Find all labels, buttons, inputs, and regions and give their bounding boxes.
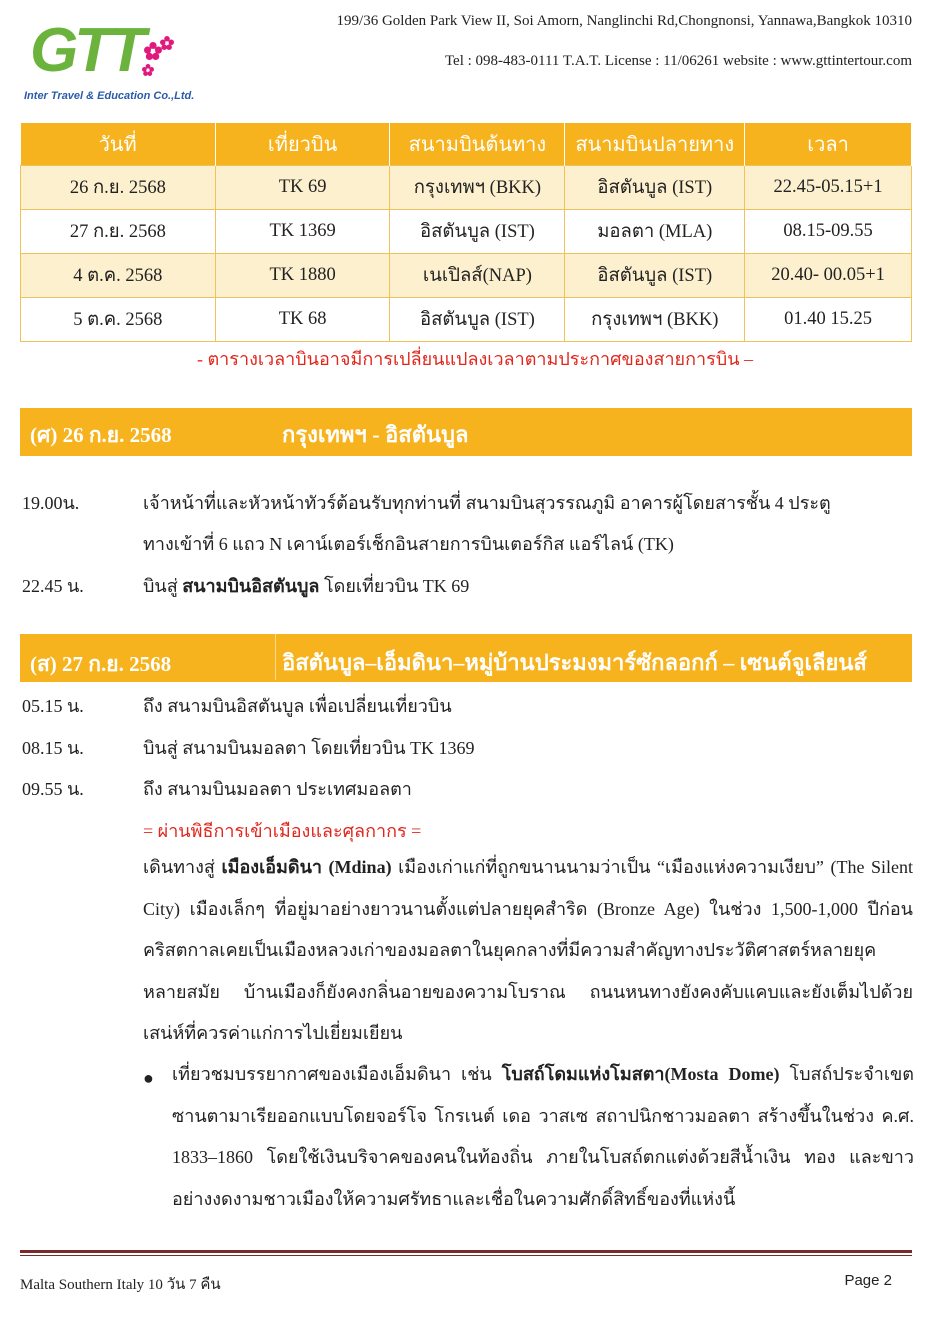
table-cell: อิสตันบูล (IST) xyxy=(565,166,745,210)
table-cell: TK 1880 xyxy=(215,254,390,298)
company-logo xyxy=(22,16,195,112)
table-cell: กรุงเทพฯ (BKK) xyxy=(565,298,745,342)
itinerary-time: 08.15 น. xyxy=(22,738,84,758)
itinerary-time: 05.15 น. xyxy=(22,696,84,716)
itinerary-time: 22.45 น. xyxy=(22,576,84,596)
column-header: วันที่ xyxy=(21,123,216,166)
table-cell: อิสตันบูล (IST) xyxy=(390,298,565,342)
highlight-text: โบสถ์โดมแห่งโมสตา(Mosta Dome) xyxy=(501,1064,780,1084)
column-header: เที่ยวบิน xyxy=(215,123,390,166)
column-header: เวลา xyxy=(745,123,912,166)
table-row xyxy=(21,210,912,254)
itinerary-text: บินสู่ สนามบินอิสตันบูล โดยเที่ยวบิน TK 69 xyxy=(143,576,470,596)
mosta-dome-description: เที่ยวชมบรรยากาศของเมืองเอ็มดินา เช่น โบสถ์โดมแห่งโมสตา(Mosta Dome) โบสถ์ประจำเขตซานตามาเรียออกแบบโดยจอร์โจ โกรเนต์ เดอ วาสเซ สถาปนิกชาวมอลตา สร้างขึ้นในช่วง ค.ศ. 1833–1860 โดยใช้เงินบริจาคของคนในท้องถิ่น ภายในโบสถ์ตกแต่งด้วยสีน้ำเงิน ทอง และขาวอย่างงดงามชาวเมืองให้ความศรัทธาและเชื่อในความศักดิ์สิทธิ์ของที่แห่งนี้ xyxy=(172,1064,914,1209)
table-cell: 26 ก.ย. 2568 xyxy=(21,166,216,210)
itinerary-text: ทางเข้าที่ 6 แถว N เคาน์เตอร์เช็กอินสายการบินเตอร์กิส แอร์ไลน์ (TK) xyxy=(143,534,674,554)
day-title: กรุงเทพฯ - อิสตันบูล xyxy=(282,422,469,447)
column-header: สนามบินต้นทาง xyxy=(390,123,565,166)
table-cell: อิสตันบูล (IST) xyxy=(565,254,745,298)
divider xyxy=(20,454,912,456)
itinerary-text: เจ้าหน้าที่และหัวหน้าทัวร์ต้อนรับทุกท่านที่ สนามบินสุวรรณภูมิ อาคารผู้โดยสารชั้น 4 ประตู xyxy=(143,493,831,513)
table-row xyxy=(21,254,912,298)
table-cell: 27 ก.ย. 2568 xyxy=(21,210,216,254)
table-cell: เนเปิลส์(NAP) xyxy=(390,254,565,298)
logo-subtitle: Inter Travel & Education Co.,Ltd. xyxy=(24,90,195,102)
footer-title: Malta Southern Italy 10 วัน 7 คืน xyxy=(20,1277,221,1293)
table-cell: TK 68 xyxy=(215,298,390,342)
itinerary-text: บินสู่ สนามบินมอลตา โดยเที่ยวบิน TK 1369 xyxy=(143,738,475,758)
table-cell: อิสตันบูล (IST) xyxy=(390,210,565,254)
flower-icon xyxy=(142,64,154,76)
company-address: 199/36 Golden Park View II, Soi Amorn, Nanglinchi Rd,Chongnonsi, Yannawa,Bangkok 10310 xyxy=(336,13,912,29)
itinerary-time: 19.00น. xyxy=(22,493,80,513)
itinerary-text: ถึง สนามบินอิสตันบูล เพื่อเปลี่ยนเที่ยวบิน xyxy=(143,696,452,716)
mdina-description: เดินทางสู่ เมืองเอ็มดินา (Mdina) เมืองเก่าแก่ที่ถูกขนานนามว่าเป็น “เมืองแห่งความเงียบ” (The Silent City) เมืองเล็กๆ ที่อยู่มาอย่างยาวนานตั้งแต่ปลายยุคสำริด (Bronze Age) ในช่วง 1,500-1,000 ปีก่อนคริสตกาลเคยเป็นเมืองหลวงเก่าของมอลตาในยุคกลางที่มีความสำคัญทางประวัติศาสตร์หลายยุคหลายสมัย บ้านเมืองก็ยังคงกลิ่นอายของความโบราณ ถนนหนทางยังคงคับแคบและยังเต็มไปด้วยเสน่ห์ที่ควรค่าแก่การไปเยี่ยมเยียน xyxy=(143,857,913,1043)
page-number: Page 2 xyxy=(844,1272,892,1289)
table-cell: 4 ต.ค. 2568 xyxy=(21,254,216,298)
table-cell: 5 ต.ค. 2568 xyxy=(21,298,216,342)
itinerary-time: 09.55 น. xyxy=(22,779,84,799)
flight-schedule-table xyxy=(20,123,912,342)
table-cell: TK 69 xyxy=(215,166,390,210)
day-2-banner xyxy=(20,634,912,680)
divider xyxy=(20,680,912,682)
divider xyxy=(275,634,276,680)
itinerary-text: ถึง สนามบินมอลตา ประเทศมอลตา xyxy=(143,779,412,799)
day-title: อิสตันบูล–เอ็มดินา–หมู่บ้านประมงมาร์ซักลอกก์ – เซนต์จูเลียนส์ xyxy=(282,650,867,675)
immigration-note: = ผ่านพิธีการเข้าเมืองและศุลกากร = xyxy=(143,821,422,841)
flower-icon xyxy=(160,36,174,50)
highlight-text: เมืองเอ็มดินา (Mdina) xyxy=(221,857,392,877)
table-row xyxy=(21,166,912,210)
schedule-notice: - ตารางเวลาบินอาจมีการเปลี่ยนแปลงเวลาตามประกาศของสายการบิน – xyxy=(197,349,753,369)
highlight-text: สนามบินอิสตันบูล xyxy=(182,576,320,596)
footer-divider xyxy=(20,1255,912,1256)
day-date: (ส) 27 ก.ย. 2568 xyxy=(30,652,172,676)
table-cell: มอลตา (MLA) xyxy=(565,210,745,254)
company-contact: Tel : 098-483-0111 T.A.T. License : 11/06261 website : www.gttintertour.com xyxy=(444,53,912,69)
footer-divider xyxy=(20,1250,912,1253)
table-cell: กรุงเทพฯ (BKK) xyxy=(390,166,565,210)
table-cell: 08.15-09.55 xyxy=(745,210,912,254)
table-cell: 01.40 15.25 xyxy=(745,298,912,342)
table-header-row xyxy=(21,123,912,166)
table-cell: 20.40- 00.05+1 xyxy=(745,254,912,298)
day-1-banner xyxy=(20,408,912,454)
table-row xyxy=(21,298,912,342)
day-date: (ศ) 26 ก.ย. 2568 xyxy=(30,423,172,447)
table-cell: TK 1369 xyxy=(215,210,390,254)
bullet-icon: ● xyxy=(143,1068,154,1088)
column-header: สนามบินปลายทาง xyxy=(565,123,745,166)
logo-text: GTT xyxy=(30,16,142,85)
table-cell: 22.45-05.15+1 xyxy=(745,166,912,210)
